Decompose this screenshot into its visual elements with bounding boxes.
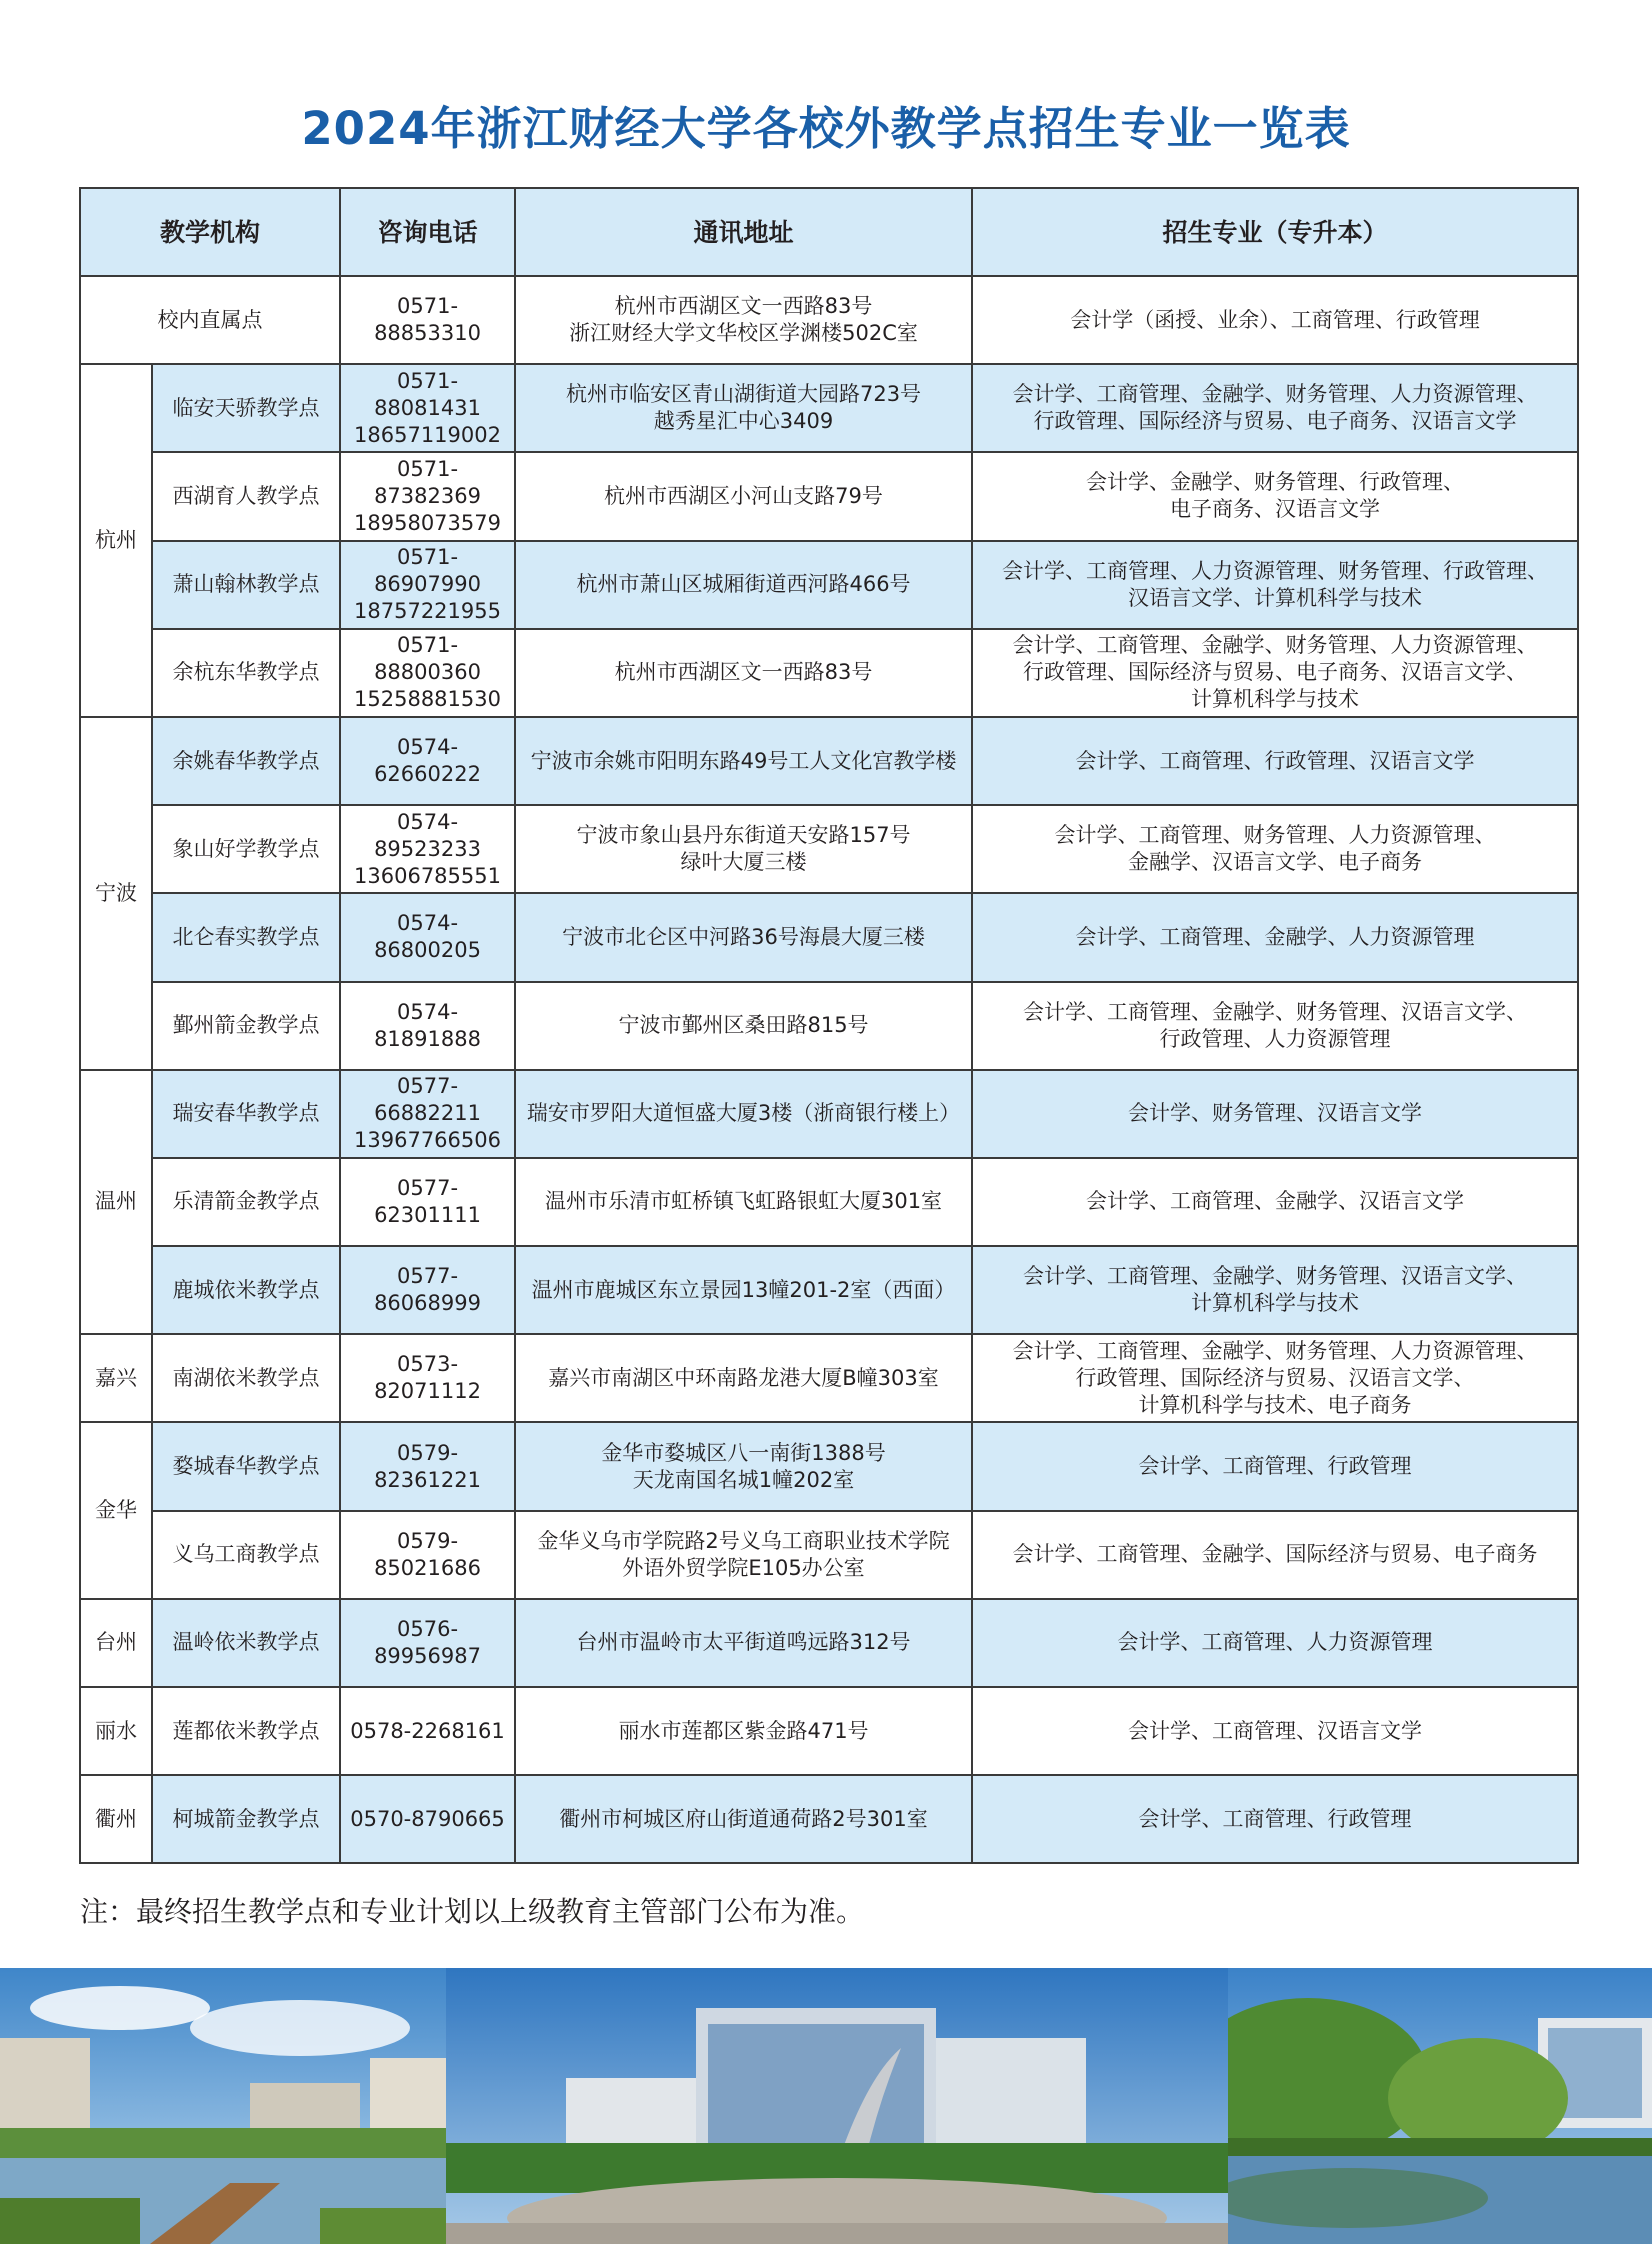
table-row: [80, 1511, 1578, 1599]
point-name: 余杭东华教学点: [152, 629, 340, 717]
table-row: [80, 1334, 1578, 1422]
table-row: [80, 1599, 1578, 1687]
point-majors: 会计学、工商管理、人力资源管理、财务管理、行政管理、 汉语言文学、计算机科学与技术: [972, 541, 1578, 629]
city-cell: 嘉兴: [80, 1334, 152, 1422]
point-phone: 0571-88853310: [340, 276, 515, 364]
table-row-direct: [80, 276, 1578, 364]
point-address: 杭州市临安区青山湖街道大园路723号 越秀星汇中心3409: [515, 364, 972, 452]
point-address: 台州市温岭市太平街道鸣远路312号: [515, 1599, 972, 1687]
header-phone: 咨询电话: [340, 188, 515, 276]
point-name: 象山好学教学点: [152, 805, 340, 893]
point-address: 宁波市北仑区中河路36号海晨大厦三楼: [515, 893, 972, 981]
point-name: 莲都依米教学点: [152, 1687, 340, 1775]
point-majors: 会计学、工商管理、人力资源管理: [972, 1599, 1578, 1687]
point-name: 临安天骄教学点: [152, 364, 340, 452]
point-address: 衢州市柯城区府山街道通荷路2号301室: [515, 1775, 972, 1863]
point-phone: 0577-62301111: [340, 1158, 515, 1246]
point-majors: 会计学（函授、业余）、工商管理、行政管理: [972, 276, 1578, 364]
table-row: [80, 1422, 1578, 1510]
point-majors: 会计学、工商管理、金融学、财务管理、人力资源管理、 行政管理、国际经济与贸易、电子商务、汉语言文学、 计算机科学与技术: [972, 629, 1578, 717]
table-row: [80, 893, 1578, 981]
point-name: 义乌工商教学点: [152, 1511, 340, 1599]
point-phone: 0571-87382369 18958073579: [340, 452, 515, 540]
table-row: [80, 1687, 1578, 1775]
campus-photo-lake-boardwalk: [0, 1968, 446, 2244]
campus-photo-main-building: [446, 1968, 1228, 2244]
point-majors: 会计学、工商管理、金融学、国际经济与贸易、电子商务: [972, 1511, 1578, 1599]
point-majors: 会计学、财务管理、汉语言文学: [972, 1070, 1578, 1158]
table-row: [80, 1070, 1578, 1158]
point-name: 北仑春实教学点: [152, 893, 340, 981]
point-majors: 会计学、工商管理、金融学、财务管理、汉语言文学、 计算机科学与技术: [972, 1246, 1578, 1334]
point-majors: 会计学、工商管理、金融学、人力资源管理: [972, 893, 1578, 981]
point-name: 柯城箭金教学点: [152, 1775, 340, 1863]
point-name: 温岭依米教学点: [152, 1599, 340, 1687]
city-cell: 丽水: [80, 1687, 152, 1775]
point-phone: 0574-62660222: [340, 717, 515, 805]
table-row: [80, 1246, 1578, 1334]
point-address: 杭州市西湖区小河山支路79号: [515, 452, 972, 540]
point-majors: 会计学、工商管理、金融学、财务管理、人力资源管理、 行政管理、国际经济与贸易、电子商务、汉语言文学: [972, 364, 1578, 452]
point-address: 宁波市鄞州区桑田路815号: [515, 982, 972, 1070]
point-name: 鄞州箭金教学点: [152, 982, 340, 1070]
table-row: [80, 364, 1578, 452]
table-row: [80, 629, 1578, 717]
point-address: 宁波市余姚市阳明东路49号工人文化宫教学楼: [515, 717, 972, 805]
point-name: 鹿城依米教学点: [152, 1246, 340, 1334]
point-phone: 0578-2268161: [340, 1687, 515, 1775]
point-address: 金华义乌市学院路2号义乌工商职业技术学院 外语外贸学院E105办公室: [515, 1511, 972, 1599]
point-majors: 会计学、工商管理、金融学、财务管理、汉语言文学、 行政管理、人力资源管理: [972, 982, 1578, 1070]
point-majors: 会计学、工商管理、金融学、汉语言文学: [972, 1158, 1578, 1246]
point-phone: 0579-85021686: [340, 1511, 515, 1599]
point-phone: 0576-89956987: [340, 1599, 515, 1687]
table-row: [80, 1775, 1578, 1863]
point-phone: 0577-86068999: [340, 1246, 515, 1334]
point-name: 婺城春华教学点: [152, 1422, 340, 1510]
point-name: 瑞安春华教学点: [152, 1070, 340, 1158]
point-address: 杭州市西湖区文一西路83号: [515, 629, 972, 717]
point-phone: 0573-82071112: [340, 1334, 515, 1422]
point-phone: 0571-86907990 18757221955: [340, 541, 515, 629]
point-name: 萧山翰林教学点: [152, 541, 340, 629]
point-majors: 会计学、工商管理、行政管理: [972, 1422, 1578, 1510]
table-header-row: [80, 188, 1578, 276]
page-title: 2024年浙江财经大学各校外教学点招生专业一览表: [301, 102, 1351, 155]
point-majors: 会计学、工商管理、行政管理、汉语言文学: [972, 717, 1578, 805]
point-name: 余姚春华教学点: [152, 717, 340, 805]
point-phone: 0574-81891888: [340, 982, 515, 1070]
header-majors: 招生专业（专升本）: [972, 188, 1578, 276]
city-cell: 衢州: [80, 1775, 152, 1863]
campus-photo-lake-willows: [1228, 1968, 1652, 2244]
point-name: 校内直属点: [80, 276, 340, 364]
point-address: 瑞安市罗阳大道恒盛大厦3楼（浙商银行楼上）: [515, 1070, 972, 1158]
point-phone: 0571-88800360 15258881530: [340, 629, 515, 717]
campus-photo-strip: [0, 1968, 1652, 2244]
point-phone: 0571-88081431 18657119002: [340, 364, 515, 452]
table-row: [80, 982, 1578, 1070]
point-address: 杭州市西湖区文一西路83号 浙江财经大学文华校区学渊楼502C室: [515, 276, 972, 364]
point-address: 丽水市莲都区紫金路471号: [515, 1687, 972, 1775]
city-cell: 宁波: [80, 717, 152, 1070]
point-name: 乐清箭金教学点: [152, 1158, 340, 1246]
point-address: 温州市鹿城区东立景园13幢201-2室（西面）: [515, 1246, 972, 1334]
city-cell: 金华: [80, 1422, 152, 1598]
point-phone: 0577-66882211 13967766506: [340, 1070, 515, 1158]
point-address: 杭州市萧山区城厢街道西河路466号: [515, 541, 972, 629]
table-row: [80, 717, 1578, 805]
table-row: [80, 452, 1578, 540]
point-majors: 会计学、工商管理、金融学、财务管理、人力资源管理、 行政管理、国际经济与贸易、汉语言文学、 计算机科学与技术、电子商务: [972, 1334, 1578, 1422]
point-phone: 0574-89523233 13606785551: [340, 805, 515, 893]
header-institution: 教学机构: [80, 188, 340, 276]
point-address: 温州市乐清市虹桥镇飞虹路银虹大厦301室: [515, 1158, 972, 1246]
point-majors: 会计学、工商管理、汉语言文学: [972, 1687, 1578, 1775]
point-address: 金华市婺城区八一南街1388号 天龙南国名城1幢202室: [515, 1422, 972, 1510]
point-address: 宁波市象山县丹东街道天安路157号 绿叶大厦三楼: [515, 805, 972, 893]
table-row: [80, 1158, 1578, 1246]
point-majors: 会计学、工商管理、行政管理: [972, 1775, 1578, 1863]
point-majors: 会计学、金融学、财务管理、行政管理、 电子商务、汉语言文学: [972, 452, 1578, 540]
point-address: 嘉兴市南湖区中环南路龙港大厦B幢303室: [515, 1334, 972, 1422]
header-address: 通讯地址: [515, 188, 972, 276]
table-row: [80, 805, 1578, 893]
enrollment-table: [79, 187, 1579, 1864]
city-cell: 杭州: [80, 364, 152, 717]
point-name: 西湖育人教学点: [152, 452, 340, 540]
point-phone: 0579-82361221: [340, 1422, 515, 1510]
point-majors: 会计学、工商管理、财务管理、人力资源管理、 金融学、汉语言文学、电子商务: [972, 805, 1578, 893]
point-name: 南湖依米教学点: [152, 1334, 340, 1422]
city-cell: 温州: [80, 1070, 152, 1335]
city-cell: 台州: [80, 1599, 152, 1687]
point-phone: 0570-8790665: [340, 1775, 515, 1863]
footnote: 注：最终招生教学点和专业计划以上级教育主管部门公布为准。: [80, 1895, 865, 1928]
table-row: [80, 541, 1578, 629]
point-phone: 0574-86800205: [340, 893, 515, 981]
